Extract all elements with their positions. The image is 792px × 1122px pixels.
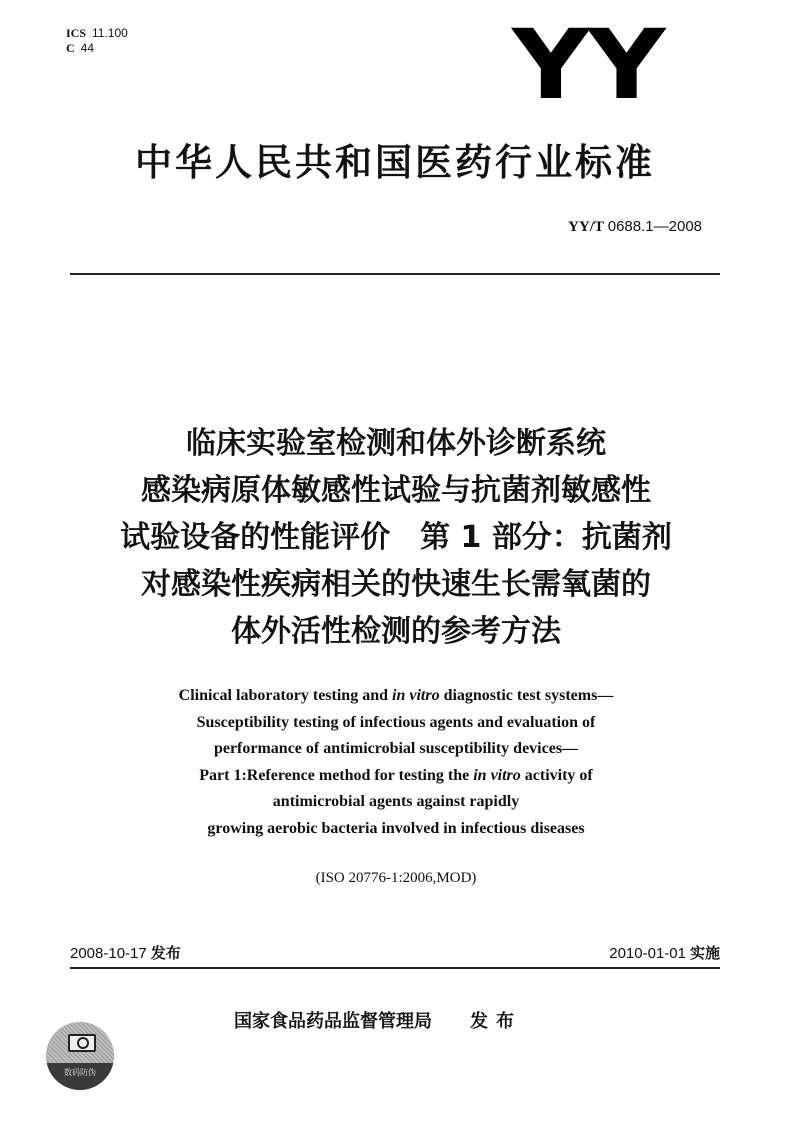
title-chinese xyxy=(40,420,752,655)
ics-label: ICS xyxy=(66,26,87,40)
standard-code-prefix: YY/T xyxy=(568,219,604,235)
implementation-date xyxy=(609,943,720,964)
title-en-text: diagnostic test systems— xyxy=(439,687,614,704)
title-en-line xyxy=(60,683,732,710)
classification-codes xyxy=(66,26,128,56)
footer-divider xyxy=(70,967,720,969)
title-zh-line: 临床实验室检测和体外诊断系统 xyxy=(186,426,606,461)
yy-logo: YY xyxy=(512,9,664,121)
title-en-line xyxy=(60,763,732,790)
seal-band xyxy=(46,1063,114,1090)
title-zh-line: 体外活性检测的参考方法 xyxy=(231,614,561,649)
ics-code xyxy=(66,26,128,41)
title-en-line: growing aerobic bacteria involved in infectious diseases xyxy=(207,819,585,837)
title-en-text: activity of xyxy=(520,766,593,784)
ccs-label: C xyxy=(66,41,75,55)
title-zh-line: 试验设备的性能评价 第 1 部分：抗菌剂 xyxy=(120,520,672,555)
title-english xyxy=(60,683,732,842)
title-en-text: Clinical laboratory testing and xyxy=(178,687,392,704)
title-en-italic: in vitro xyxy=(473,766,521,784)
implementation-date-label: 实施 xyxy=(689,944,720,962)
title-en-italic: in vitro xyxy=(392,687,440,704)
title-en-line: Susceptibility testing of infectious agents and evaluation of xyxy=(196,713,596,731)
standard-code-number: 0688.1—2008 xyxy=(607,218,702,235)
seal-text: 数码防伪 xyxy=(64,1067,96,1077)
anti-counterfeit-seal-icon xyxy=(46,1022,114,1090)
ccs-number: 44 xyxy=(80,41,95,55)
standard-code xyxy=(568,217,702,237)
ics-number: 11.100 xyxy=(92,26,128,40)
title-en-text: Part 1:Reference method for testing the xyxy=(199,766,474,784)
title-zh-line: 对感染性疾病相关的快速生长需氧菌的 xyxy=(141,567,651,602)
title-en-line: performance of antimicrobial susceptibility devices— xyxy=(213,740,579,757)
ccs-code xyxy=(66,41,128,56)
issue-date-value: 2008-10-17 xyxy=(70,945,147,962)
issuer-action: 发布 xyxy=(470,1011,522,1032)
issue-date xyxy=(70,943,181,964)
title-en-line: antimicrobial agents against rapidly xyxy=(272,793,520,810)
iso-reference: (ISO 20776-1:2006,MOD) xyxy=(315,870,477,886)
issue-date-label: 发布 xyxy=(150,944,181,962)
title-zh-line: 感染病原体敏感性试验与抗菌剂敏感性 xyxy=(141,473,651,508)
header-divider xyxy=(70,273,720,275)
seal-emblem-icon xyxy=(68,1034,96,1052)
issuing-authority xyxy=(234,1010,522,1034)
issuer-name: 国家食品药品监督管理局 xyxy=(234,1011,432,1032)
implementation-date-value: 2010-01-01 xyxy=(609,945,686,962)
standard-organization: 中华人民共和国医药行业标准 xyxy=(135,141,655,184)
